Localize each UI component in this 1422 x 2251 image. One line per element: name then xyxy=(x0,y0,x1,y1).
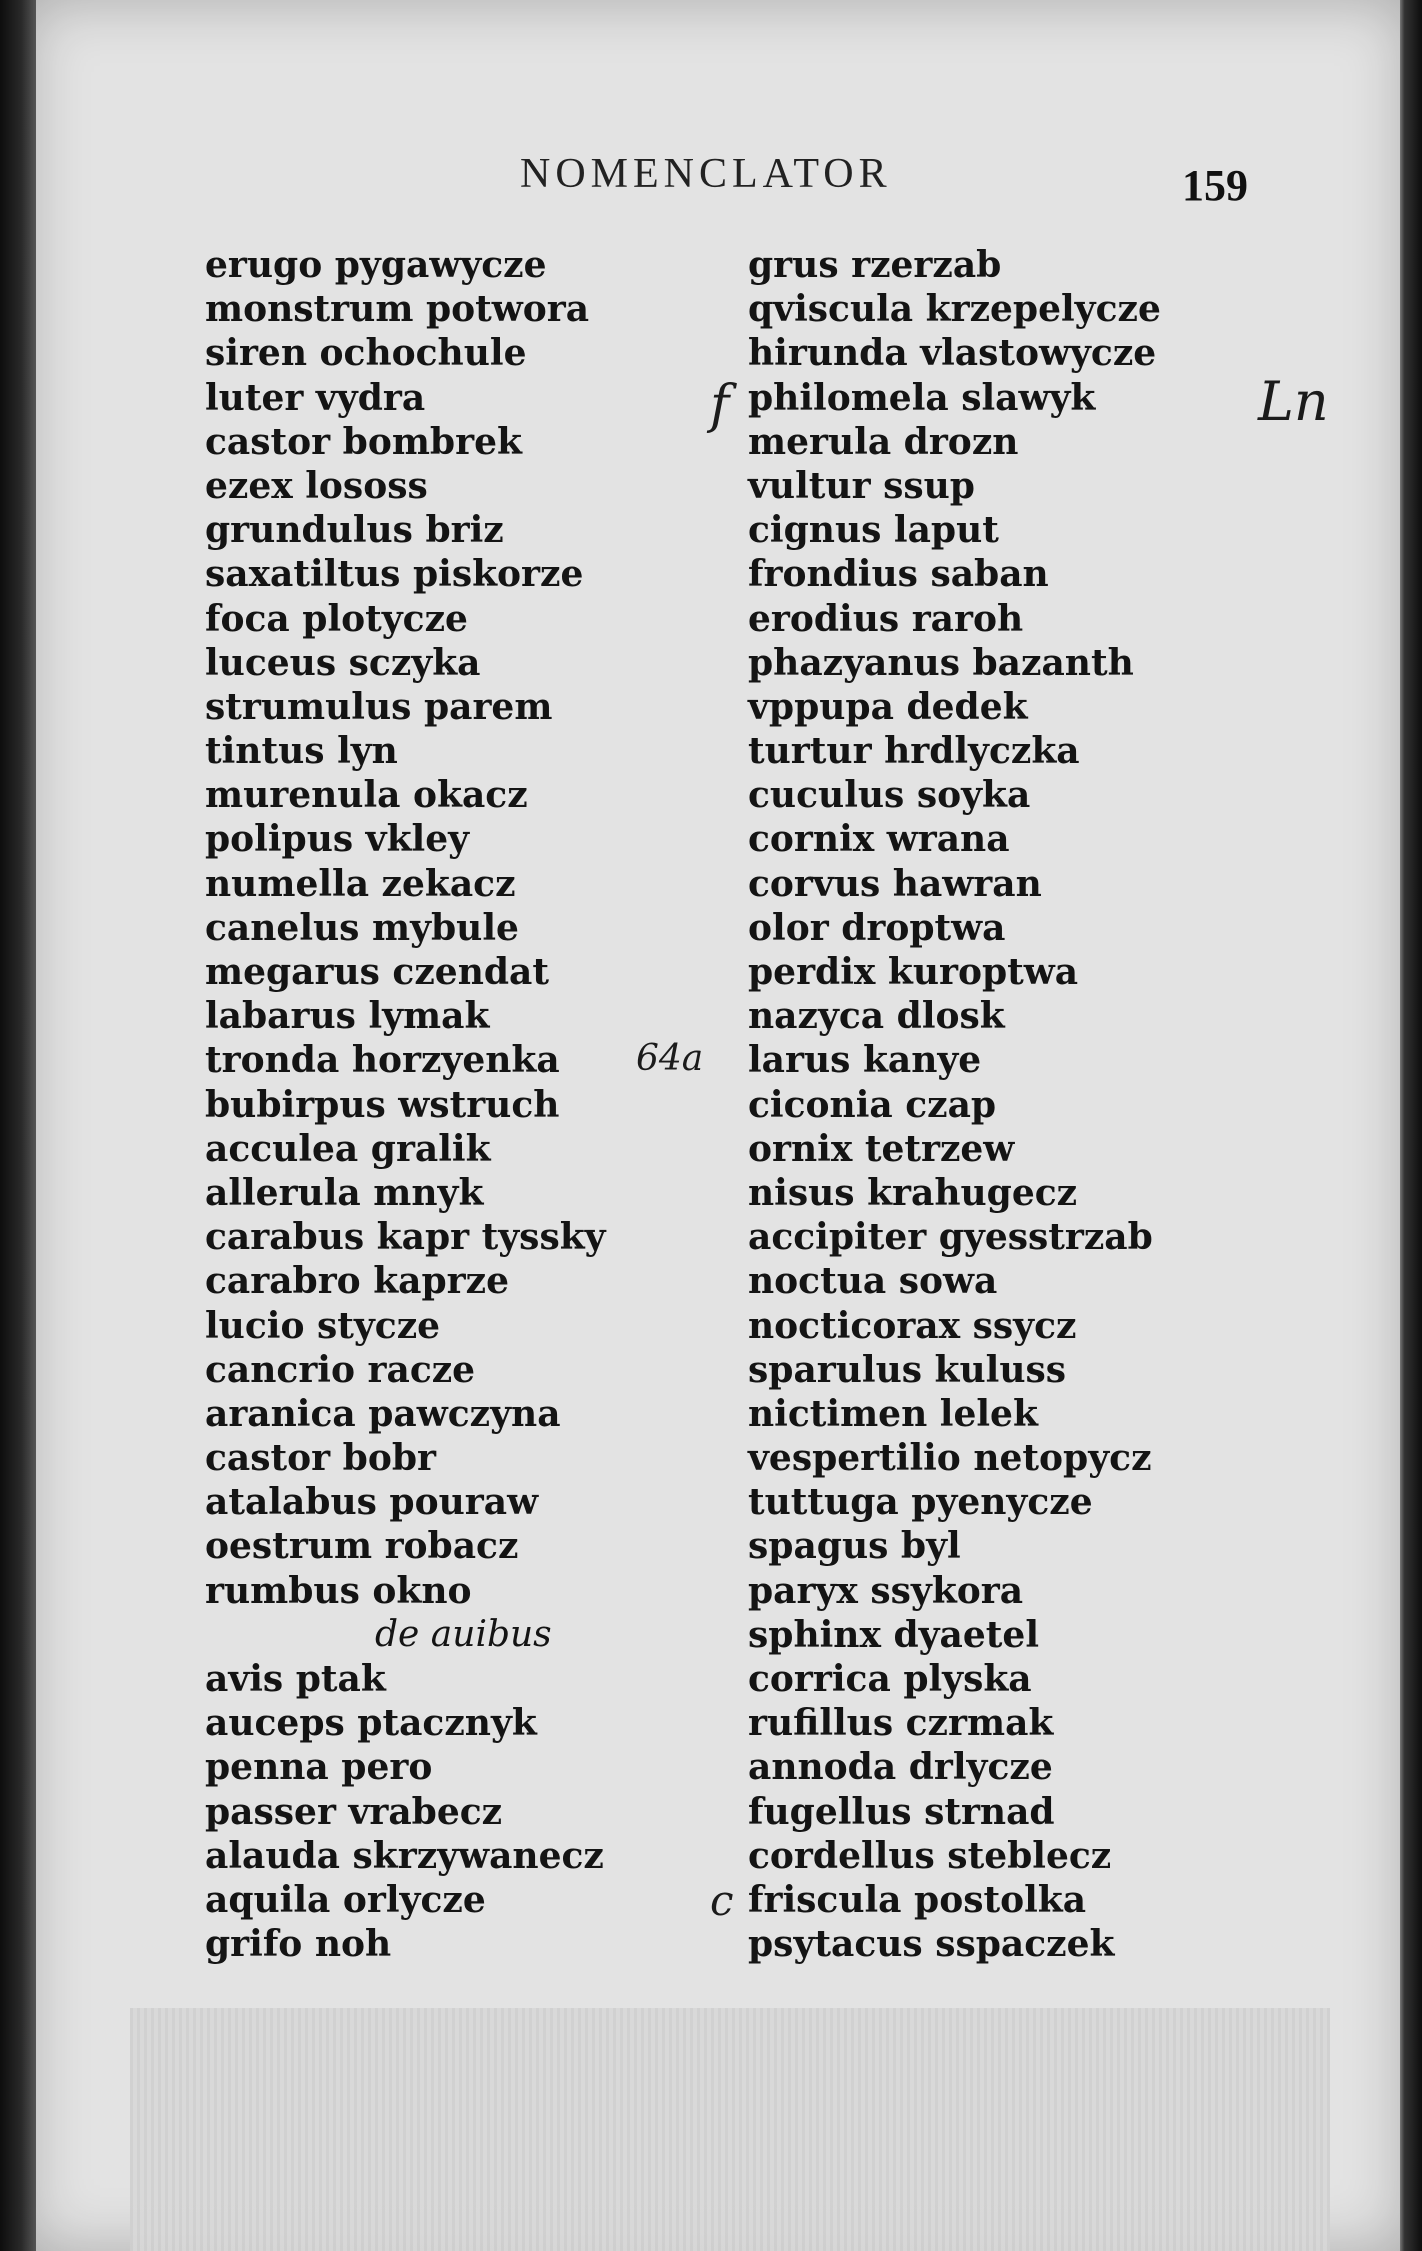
entry-line: paryx ssykora xyxy=(748,1569,1024,1612)
entry-line: perdix kuroptwa xyxy=(748,951,1079,993)
entry-line: lucio stycze xyxy=(205,1304,441,1347)
right-column xyxy=(748,243,1218,1966)
page-header xyxy=(0,150,1422,210)
entry-line: ornix tetrzew xyxy=(748,1127,1015,1170)
page-scan-noise xyxy=(130,2008,1330,2251)
page-number: 159 xyxy=(1182,161,1248,210)
entry-line: vultur ssup xyxy=(748,464,975,507)
entry-line: tuttuga pyenycze xyxy=(748,1481,1093,1524)
entry-line: grifo noh xyxy=(205,1923,392,1966)
entry-line: ezex lososs xyxy=(205,464,428,507)
entry-line: larus kanye xyxy=(748,1039,982,1082)
entry-line: penna pero xyxy=(205,1746,433,1789)
entry-line: turtur hrdlyczka xyxy=(748,730,1080,773)
margin-note-ln: Ln xyxy=(1258,370,1329,433)
entry-line: rumbus okno xyxy=(205,1569,472,1612)
entry-line: foca plotycze xyxy=(205,597,468,640)
entry-line: labarus lymak xyxy=(205,995,490,1038)
page-title: NOMENCLATOR xyxy=(520,151,892,197)
entry-line: passer vrabecz xyxy=(205,1790,503,1833)
entry-line: hirunda vlastowycze xyxy=(748,332,1157,375)
entry-line: polipus vkley xyxy=(205,818,470,861)
entry-line: erugo pygawycze xyxy=(205,244,547,286)
entry-line: sparulus kuluss xyxy=(748,1348,1067,1391)
entry-line: olor droptwa xyxy=(748,906,1006,949)
entry-line: cuculus soyka xyxy=(748,774,1031,817)
entry-line: nazyca dlosk xyxy=(748,995,1005,1038)
margin-note-64a: 64a xyxy=(636,1038,704,1079)
entry-line: numella zekacz xyxy=(205,862,516,905)
entry-line: murenula okacz xyxy=(205,774,528,817)
page-edge-shadow xyxy=(1400,0,1422,2251)
entry-line: carabus kapr tyssky xyxy=(205,1216,606,1259)
entry-line: annoda drlycze xyxy=(748,1746,1053,1789)
entry-line: nictimen lelek xyxy=(748,1392,1038,1435)
entry-line: rufillus czrmak xyxy=(748,1702,1054,1745)
entry-line: avis ptak xyxy=(205,1658,386,1700)
entry-line: luceus sczyka xyxy=(205,641,481,684)
entry-line: cancrio racze xyxy=(205,1348,476,1391)
entry-line: megarus czendat xyxy=(205,951,550,993)
entry-line: accipiter gyesstrzab xyxy=(748,1216,1153,1259)
entry-line: siren ochochule xyxy=(205,332,527,375)
book-spine-shadow xyxy=(0,0,36,2251)
entry-line: cornix wrana xyxy=(748,818,1010,861)
entry-line: vespertilio netopycz xyxy=(748,1437,1152,1480)
entry-line: cordellus steblecz xyxy=(748,1834,1112,1877)
entry-line: tintus lyn xyxy=(205,730,398,773)
entry-line: allerula mnyk xyxy=(205,1171,484,1214)
entry-line: grus rzerzab xyxy=(748,244,1002,286)
entry-line: friscula postolka xyxy=(748,1878,1087,1921)
entry-line: atalabus pouraw xyxy=(205,1481,539,1524)
entry-line: carabro kaprze xyxy=(205,1260,509,1303)
entry-line: psytacus sspaczek xyxy=(748,1923,1115,1966)
left-column xyxy=(205,243,675,1966)
entry-line: philomela slawyk xyxy=(748,376,1096,419)
entry-line: auceps ptacznyk xyxy=(205,1702,537,1745)
entry-line: nisus krahugecz xyxy=(748,1171,1078,1214)
entry-line: phazyanus bazanth xyxy=(748,641,1134,684)
entry-line: corvus hawran xyxy=(748,862,1042,905)
entry-line: ciconia czap xyxy=(748,1083,997,1126)
entry-line: oestrum robacz xyxy=(205,1525,519,1568)
entry-line: qviscula krzepelycze xyxy=(748,288,1161,331)
entry-line: saxatiltus piskorze xyxy=(205,553,584,596)
entry-line: fugellus strnad xyxy=(748,1790,1055,1833)
entry-line: canelus mybule xyxy=(205,906,519,949)
entry-line: alauda skrzywanecz xyxy=(205,1834,604,1877)
entry-line: aranica pawczyna xyxy=(205,1392,561,1435)
entry-line: nocticorax ssycz xyxy=(748,1304,1077,1347)
margin-note-f: f xyxy=(710,375,730,435)
entry-line: cignus laput xyxy=(748,509,999,552)
entry-line: noctua sowa xyxy=(748,1260,998,1303)
entry-line: spagus byl xyxy=(748,1525,961,1568)
entry-line: sphinx dyaetel xyxy=(748,1613,1039,1656)
entry-line: bubirpus wstruch xyxy=(205,1083,560,1126)
entry-line: castor bobr xyxy=(205,1437,436,1480)
entry-line: tronda horzyenka xyxy=(205,1039,560,1082)
entry-line: acculea gralik xyxy=(205,1127,491,1170)
entry-line: vppupa dedek xyxy=(748,685,1028,728)
entry-line: corrica plyska xyxy=(748,1658,1032,1700)
entry-line: strumulus parem xyxy=(205,685,553,728)
entry-line: grundulus briz xyxy=(205,509,504,552)
entry-line: luter vydra xyxy=(205,376,426,419)
margin-note-c: c xyxy=(710,1876,734,1925)
entry-line: castor bombrek xyxy=(205,420,522,463)
section-heading: de auibus xyxy=(375,1613,552,1655)
entry-line: frondius saban xyxy=(748,553,1049,596)
entry-line: merula drozn xyxy=(748,420,1019,463)
entry-line: monstrum potwora xyxy=(205,288,590,331)
entry-line: aquila orlycze xyxy=(205,1878,486,1921)
entry-line: erodius raroh xyxy=(748,597,1024,640)
